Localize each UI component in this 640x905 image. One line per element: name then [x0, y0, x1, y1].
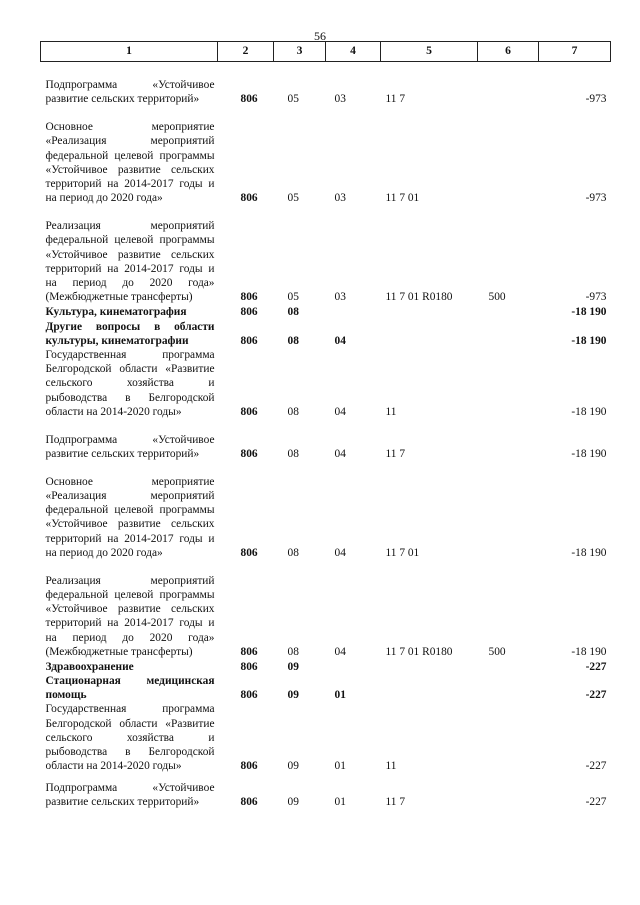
cell-item-name: Основное мероприятие «Реализация мероприятий федеральной целевой программы «Устойчивое развитие сельских территорий на 2014-2017 годы и на период до 2020 года» — [45, 475, 215, 559]
cell-ministry-code: 806 — [240, 192, 258, 205]
header-cell-3: 3 — [274, 42, 326, 62]
cell-amount: -227 — [585, 796, 607, 809]
cell-ministry-code: 806 — [240, 306, 258, 319]
cell-target-article: 11 — [385, 760, 397, 773]
table-body — [41, 62, 611, 810]
cell-section-code: 05 — [287, 291, 299, 304]
table-row — [41, 419, 611, 461]
cell-section-code: 08 — [287, 546, 299, 559]
cell-subsection-code: 01 — [334, 796, 346, 809]
table-row — [41, 461, 611, 560]
table-row — [41, 320, 611, 348]
cell-target-article: 11 7 — [385, 93, 406, 106]
cell-subsection-code: 04 — [334, 447, 346, 460]
cell-section-code: 09 — [287, 796, 299, 809]
cell-target-article: 11 7 01 — [385, 192, 420, 205]
cell-amount: -18 190 — [571, 546, 607, 559]
cell-item-name: Стационарная медицинская помощь — [45, 674, 215, 702]
cell-item-name: Реализация мероприятий федеральной целевой программы «Устойчивое развитие сельских территорий на 2014-2017 годы и на период до 2020 года» (Межбюджетные трансферты) — [45, 220, 215, 304]
cell-section-code: 09 — [287, 760, 299, 773]
cell-subsection-code: 01 — [334, 760, 346, 773]
cell-target-article: 11 7 01 — [385, 546, 420, 559]
cell-target-article — [381, 659, 478, 674]
cell-section-code: 08 — [287, 334, 299, 347]
cell-amount: -227 — [585, 760, 607, 773]
cell-expense-type — [478, 320, 539, 348]
cell-item-name: Здравоохранение — [45, 660, 134, 673]
cell-amount: -973 — [585, 192, 607, 205]
cell-section-code: 05 — [287, 192, 299, 205]
cell-section-code: 08 — [287, 645, 299, 658]
header-cell-5: 5 — [381, 42, 478, 62]
table-row — [41, 702, 611, 773]
cell-amount: -18 190 — [571, 405, 607, 418]
cell-ministry-code: 806 — [240, 334, 258, 347]
cell-section-code: 09 — [287, 689, 299, 702]
cell-subsection-code: 03 — [334, 192, 346, 205]
cell-expense-type — [478, 674, 539, 702]
header-cell-2: 2 — [218, 42, 274, 62]
header-cell-1: 1 — [41, 42, 218, 62]
table-row — [41, 560, 611, 659]
table-row — [41, 62, 611, 107]
cell-ministry-code: 806 — [240, 760, 258, 773]
table-row — [41, 107, 611, 206]
cell-target-article: 11 7 01 R0180 — [385, 291, 453, 304]
cell-ministry-code: 806 — [240, 93, 258, 106]
cell-item-name: Подпрограмма «Устойчивое развитие сельских территорий» — [45, 79, 215, 106]
table-row — [41, 674, 611, 702]
header-cell-4: 4 — [326, 42, 381, 62]
cell-ministry-code: 806 — [240, 689, 258, 702]
cell-expense-type — [478, 305, 539, 320]
cell-target-article — [381, 320, 478, 348]
cell-amount: -18 190 — [571, 447, 607, 460]
cell-item-name: Подпрограмма «Устойчивое развитие сельских территорий» — [45, 433, 215, 460]
cell-amount: -18 190 — [571, 306, 607, 319]
cell-target-article — [381, 305, 478, 320]
table-row — [41, 348, 611, 419]
cell-ministry-code: 806 — [240, 447, 258, 460]
cell-expense-type — [478, 419, 539, 461]
cell-subsection-code: 04 — [334, 334, 346, 347]
cell-expense-type — [478, 659, 539, 674]
cell-expense-type — [478, 461, 539, 560]
cell-section-code: 05 — [287, 93, 299, 106]
cell-amount: -973 — [585, 291, 607, 304]
cell-ministry-code: 806 — [240, 405, 258, 418]
table-row — [41, 206, 611, 305]
cell-target-article: 11 7 — [385, 796, 406, 809]
cell-item-name: Основное мероприятие «Реализация мероприятий федеральной целевой программы «Устойчивое развитие сельских территорий на 2014-2017 годы и на период до 2020 года» — [45, 121, 215, 205]
page-number: 56 — [314, 29, 326, 43]
cell-subsection-code: 03 — [334, 93, 346, 106]
cell-amount: -18 190 — [571, 645, 607, 658]
cell-expense-type: 500 — [488, 291, 506, 304]
table-row — [41, 659, 611, 674]
header-cell-6: 6 — [478, 42, 539, 62]
header-cell-7: 7 — [539, 42, 611, 62]
cell-target-article: 11 7 — [385, 447, 406, 460]
cell-amount: -227 — [585, 660, 607, 673]
header-row — [41, 42, 611, 62]
cell-ministry-code: 806 — [240, 546, 258, 559]
cell-subsection-code — [326, 305, 381, 320]
cell-subsection-code: 04 — [334, 405, 346, 418]
cell-section-code: 08 — [287, 306, 299, 319]
budget-table — [40, 41, 611, 809]
cell-expense-type: 500 — [488, 645, 506, 658]
cell-ministry-code: 806 — [240, 291, 258, 304]
cell-expense-type — [478, 702, 539, 773]
cell-subsection-code: 03 — [334, 291, 346, 304]
cell-expense-type — [478, 107, 539, 206]
cell-ministry-code: 806 — [240, 796, 258, 809]
cell-expense-type — [478, 773, 539, 809]
cell-amount: -18 190 — [571, 334, 607, 347]
cell-item-name: Государственная программа Белгородской области «Развитие сельского хозяйства и рыбоводства в Белгородской области на 2014-2020 годы» — [45, 703, 215, 773]
cell-section-code: 08 — [287, 405, 299, 418]
cell-subsection-code: 04 — [334, 645, 346, 658]
cell-target-article: 11 7 01 R0180 — [385, 645, 453, 658]
cell-item-name: Другие вопросы в области культуры, кинематографии — [45, 320, 215, 347]
cell-amount: -227 — [585, 689, 607, 702]
cell-target-article: 11 — [385, 405, 397, 418]
cell-ministry-code: 806 — [240, 660, 258, 673]
cell-subsection-code — [326, 659, 381, 674]
cell-item-name: Реализация мероприятий федеральной целевой программы «Устойчивое развитие сельских территорий на 2014-2017 годы и на период до 2020 года» (Межбюджетные трансферты) — [45, 574, 215, 658]
cell-expense-type — [478, 348, 539, 419]
cell-subsection-code: 01 — [334, 689, 346, 702]
cell-section-code: 08 — [287, 447, 299, 460]
cell-target-article — [381, 674, 478, 702]
cell-item-name: Культура, кинематография — [45, 306, 187, 319]
cell-item-name: Государственная программа Белгородской области «Развитие сельского хозяйства и рыбоводства в Белгородской области на 2014-2020 годы» — [45, 348, 215, 418]
table-row — [41, 773, 611, 809]
cell-item-name: Подпрограмма «Устойчивое развитие сельских территорий» — [45, 781, 215, 809]
cell-ministry-code: 806 — [240, 645, 258, 658]
cell-subsection-code: 04 — [334, 546, 346, 559]
cell-amount: -973 — [585, 93, 607, 106]
cell-section-code: 09 — [287, 660, 299, 673]
table-row — [41, 305, 611, 320]
cell-expense-type — [478, 62, 539, 107]
